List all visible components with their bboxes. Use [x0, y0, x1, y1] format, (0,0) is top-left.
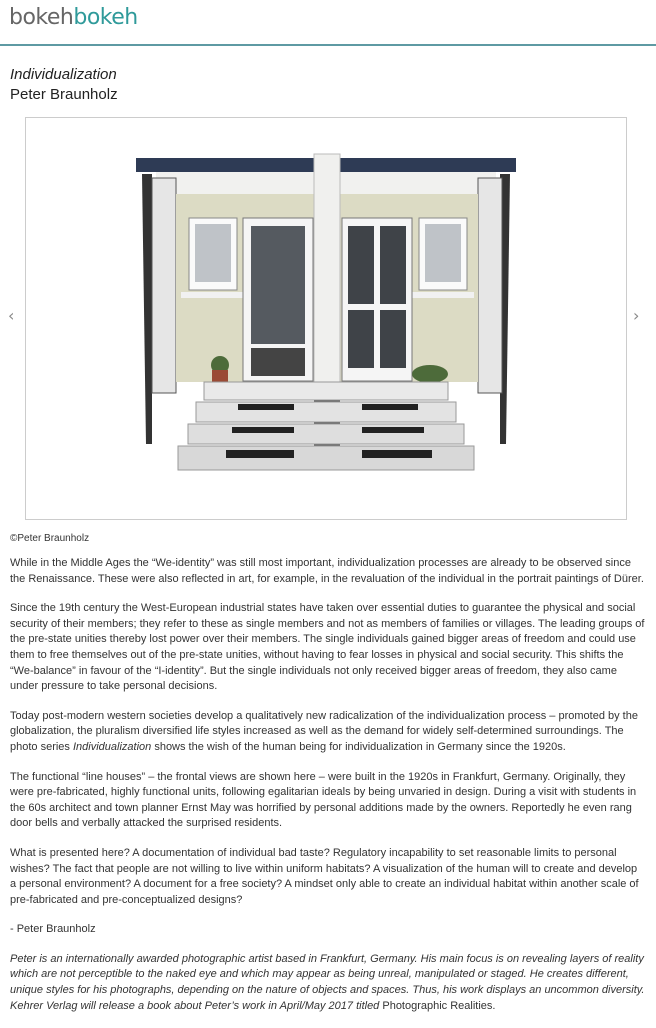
article-paragraph-3-text-a: Today post-modern western societies develop a qualitatively new radicalization of the individualization process – promoted by the globalization, the pluralism diversified life styles increased as well as the demand for widely self-determined surroundings. The photo series: [10, 709, 638, 753]
book-title: Photographic Realities.: [382, 999, 496, 1012]
post-author: Peter Braunholz: [10, 86, 118, 103]
author-bio-text: Peter is an internationally awarded photographic artist based in Frankfurt, Germany. His main focus is on revealing layers of reality which are not perceptible to the naked eye and which may appear as being unreal, manipulated or staged. He creates different, unique styles for his photographs, depending on the nature of objects and spaces. Thus, his work displays an uncommon diversity. Kehrer Verlag will release a book about Peter’s work in April/May 2017 titled: [10, 952, 645, 1012]
article-paragraph-1: While in the Middle Ages the “We-identity” was still most important, individualization processes are already to be observed since the Renaissance. These were also reflected in art, for example, in the revaluation of the individual in the portrait paintings of Dürer.: [10, 557, 644, 585]
house-photo: [26, 118, 626, 519]
chevron-right-icon[interactable]: ›: [633, 306, 640, 325]
chevron-left-icon[interactable]: ‹: [8, 306, 15, 325]
article-signature: - Peter Braunholz: [10, 923, 96, 936]
article-paragraph-2: Since the 19th century the West-European industrial states have taken over essential duties to guarantee the physical and social security of their members; they refer to these as single members and not as members of families or villages. The leading groups of the pre-state unities thereby lost power over their members. The single individuals gained bigger areas of freedom and could use them to free themselves out of the pre-state unities, without having to fear losses in physical and social security. This shifts the “We-balance” in favour of the “I-identity”. But the single individuals not only received bigger areas of freedom, they also came under pressure to take personal decisions.: [10, 602, 645, 693]
photo-gallery: [25, 117, 627, 520]
article-body: [10, 556, 646, 1028]
author-bio: [10, 952, 646, 1014]
series-title-italic: Individualization: [72, 740, 152, 753]
photo-credit: ©Peter Braunholz: [10, 533, 90, 544]
site-header: [0, 0, 656, 46]
logo-part-1: bokeh: [9, 5, 74, 30]
site-logo[interactable]: [9, 5, 138, 30]
article-paragraph-5: What is presented here? A documentation of individual bad taste? Regulatory incapability to set reasonable limits to personal wishes? The fact that people are not willing to live within uniform habitats? A visualization of the human will to create and develop a personal environment? A document for a free society? A mindset only able to create an individual habitat within another scale of pre-fabricated and pre-conceptualized designs?: [10, 846, 639, 906]
article-paragraph-3: [10, 709, 646, 756]
logo-part-2: bokeh: [73, 5, 138, 30]
post-title: Individualization: [10, 66, 117, 83]
article-paragraph-4: The functional “line houses” – the frontal views are shown here – were built in the 1920s in Frankfurt, Germany. Originally, they were pre-fabricated, highly functional units, following egalitarian ideals by being unvaried in design. During a visit with students in the 60s architect and town planner Ernst May was horrified by personal additions made by the owners. Reportedly he even rang door bells and verbally attacked the surprised residents.: [10, 770, 637, 830]
article-paragraph-3-text-b: shows the wish of the human being for individualization in Germany since the 1920s.: [151, 740, 566, 753]
